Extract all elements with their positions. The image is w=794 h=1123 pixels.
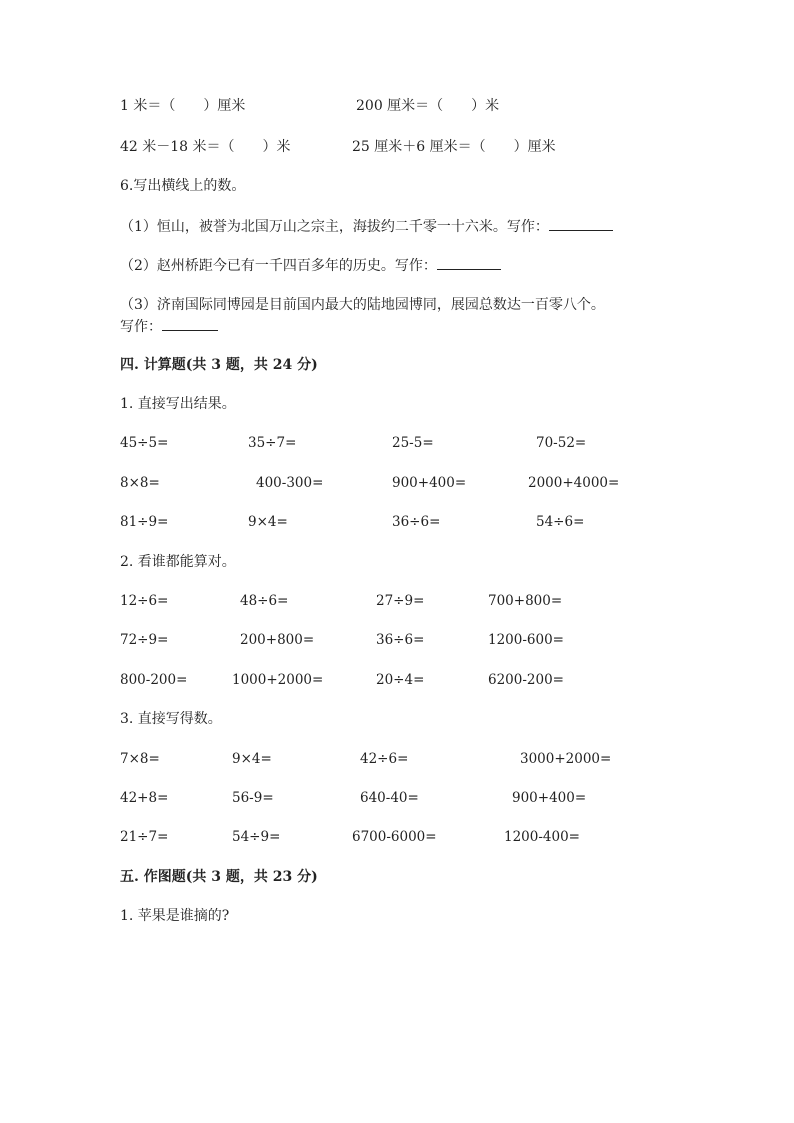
calc-item: 20÷4=: [376, 672, 425, 688]
calc-item: 200+800=: [240, 632, 315, 648]
question-item-text: （3）济南国际同博园是目前国内最大的陆地园博同，展园总数达一百零八个。: [120, 297, 605, 313]
question-item: [120, 316, 218, 337]
fill-item: 42 米－18 米＝（ ）米: [120, 139, 291, 155]
fill-item: 1 米＝（ ）厘米: [120, 98, 246, 114]
fill-item: 25 厘米＋6 厘米＝（ ）厘米: [352, 139, 556, 155]
calc-item: 900+400=: [392, 475, 467, 491]
calc-item: 700+800=: [488, 593, 563, 609]
group-title: 3. 直接写得数。: [120, 711, 222, 727]
calc-item: 21÷7=: [120, 829, 169, 845]
calc-item: 72÷9=: [120, 632, 169, 648]
calc-item: 25-5=: [392, 435, 434, 451]
calc-item: 1200-400=: [504, 829, 580, 845]
group-title: 1. 直接写出结果。: [120, 396, 236, 412]
calc-item: 9×4=: [248, 514, 288, 530]
answer-blank[interactable]: [162, 316, 218, 331]
calc-item: 3000+2000=: [520, 751, 612, 767]
calc-item: 6700-6000=: [352, 829, 437, 845]
group-title: 2. 看谁都能算对。: [120, 554, 236, 570]
section-title: 四. 计算题(共 3 题，共 24 分): [120, 357, 318, 373]
calc-item: 81÷9=: [120, 514, 169, 530]
calc-item: 42+8=: [120, 790, 169, 806]
calc-item: 36÷6=: [392, 514, 441, 530]
calc-item: 8×8=: [120, 475, 160, 491]
answer-blank[interactable]: [437, 255, 501, 270]
question-item-text: （2）赵州桥距今已有一千四百多年的历史。写作：: [120, 258, 437, 274]
calc-item: 12÷6=: [120, 593, 169, 609]
calc-item: 2000+4000=: [528, 475, 620, 491]
question-item-text: （1）恒山，被誉为北国万山之宗主，海拔约二千零一十六米。写作：: [120, 219, 549, 235]
calc-item: 35÷7=: [248, 435, 297, 451]
question-item: [120, 216, 613, 237]
calc-item: 48÷6=: [240, 593, 289, 609]
question-title: 1. 苹果是谁摘的?: [120, 908, 230, 924]
calc-item: 36÷6=: [376, 632, 425, 648]
calc-item: 800-200=: [120, 672, 188, 688]
calc-item: 54÷6=: [536, 514, 585, 530]
calc-item: 7×8=: [120, 751, 160, 767]
calc-item: 1200-600=: [488, 632, 564, 648]
section-title: 五. 作图题(共 3 题，共 23 分): [120, 869, 318, 885]
calc-item: 56-9=: [232, 790, 274, 806]
calc-item: 70-52=: [536, 435, 587, 451]
calc-item: 900+400=: [512, 790, 587, 806]
calc-item: 400-300=: [256, 475, 324, 491]
calc-item: 9×4=: [232, 751, 272, 767]
calc-item: 54÷9=: [232, 829, 281, 845]
calc-item: 27÷9=: [376, 593, 425, 609]
calc-item: 45÷5=: [120, 435, 169, 451]
calc-item: 42÷6=: [360, 751, 409, 767]
question-item: [120, 255, 501, 276]
question-title: 6.写出横线上的数。: [120, 178, 246, 194]
calc-item: 640-40=: [360, 790, 419, 806]
answer-blank[interactable]: [549, 216, 613, 231]
calc-item: 1000+2000=: [232, 672, 324, 688]
calc-item: 6200-200=: [488, 672, 564, 688]
question-item-text: 写作：: [120, 319, 162, 335]
fill-item: 200 厘米＝（ ）米: [356, 98, 500, 114]
